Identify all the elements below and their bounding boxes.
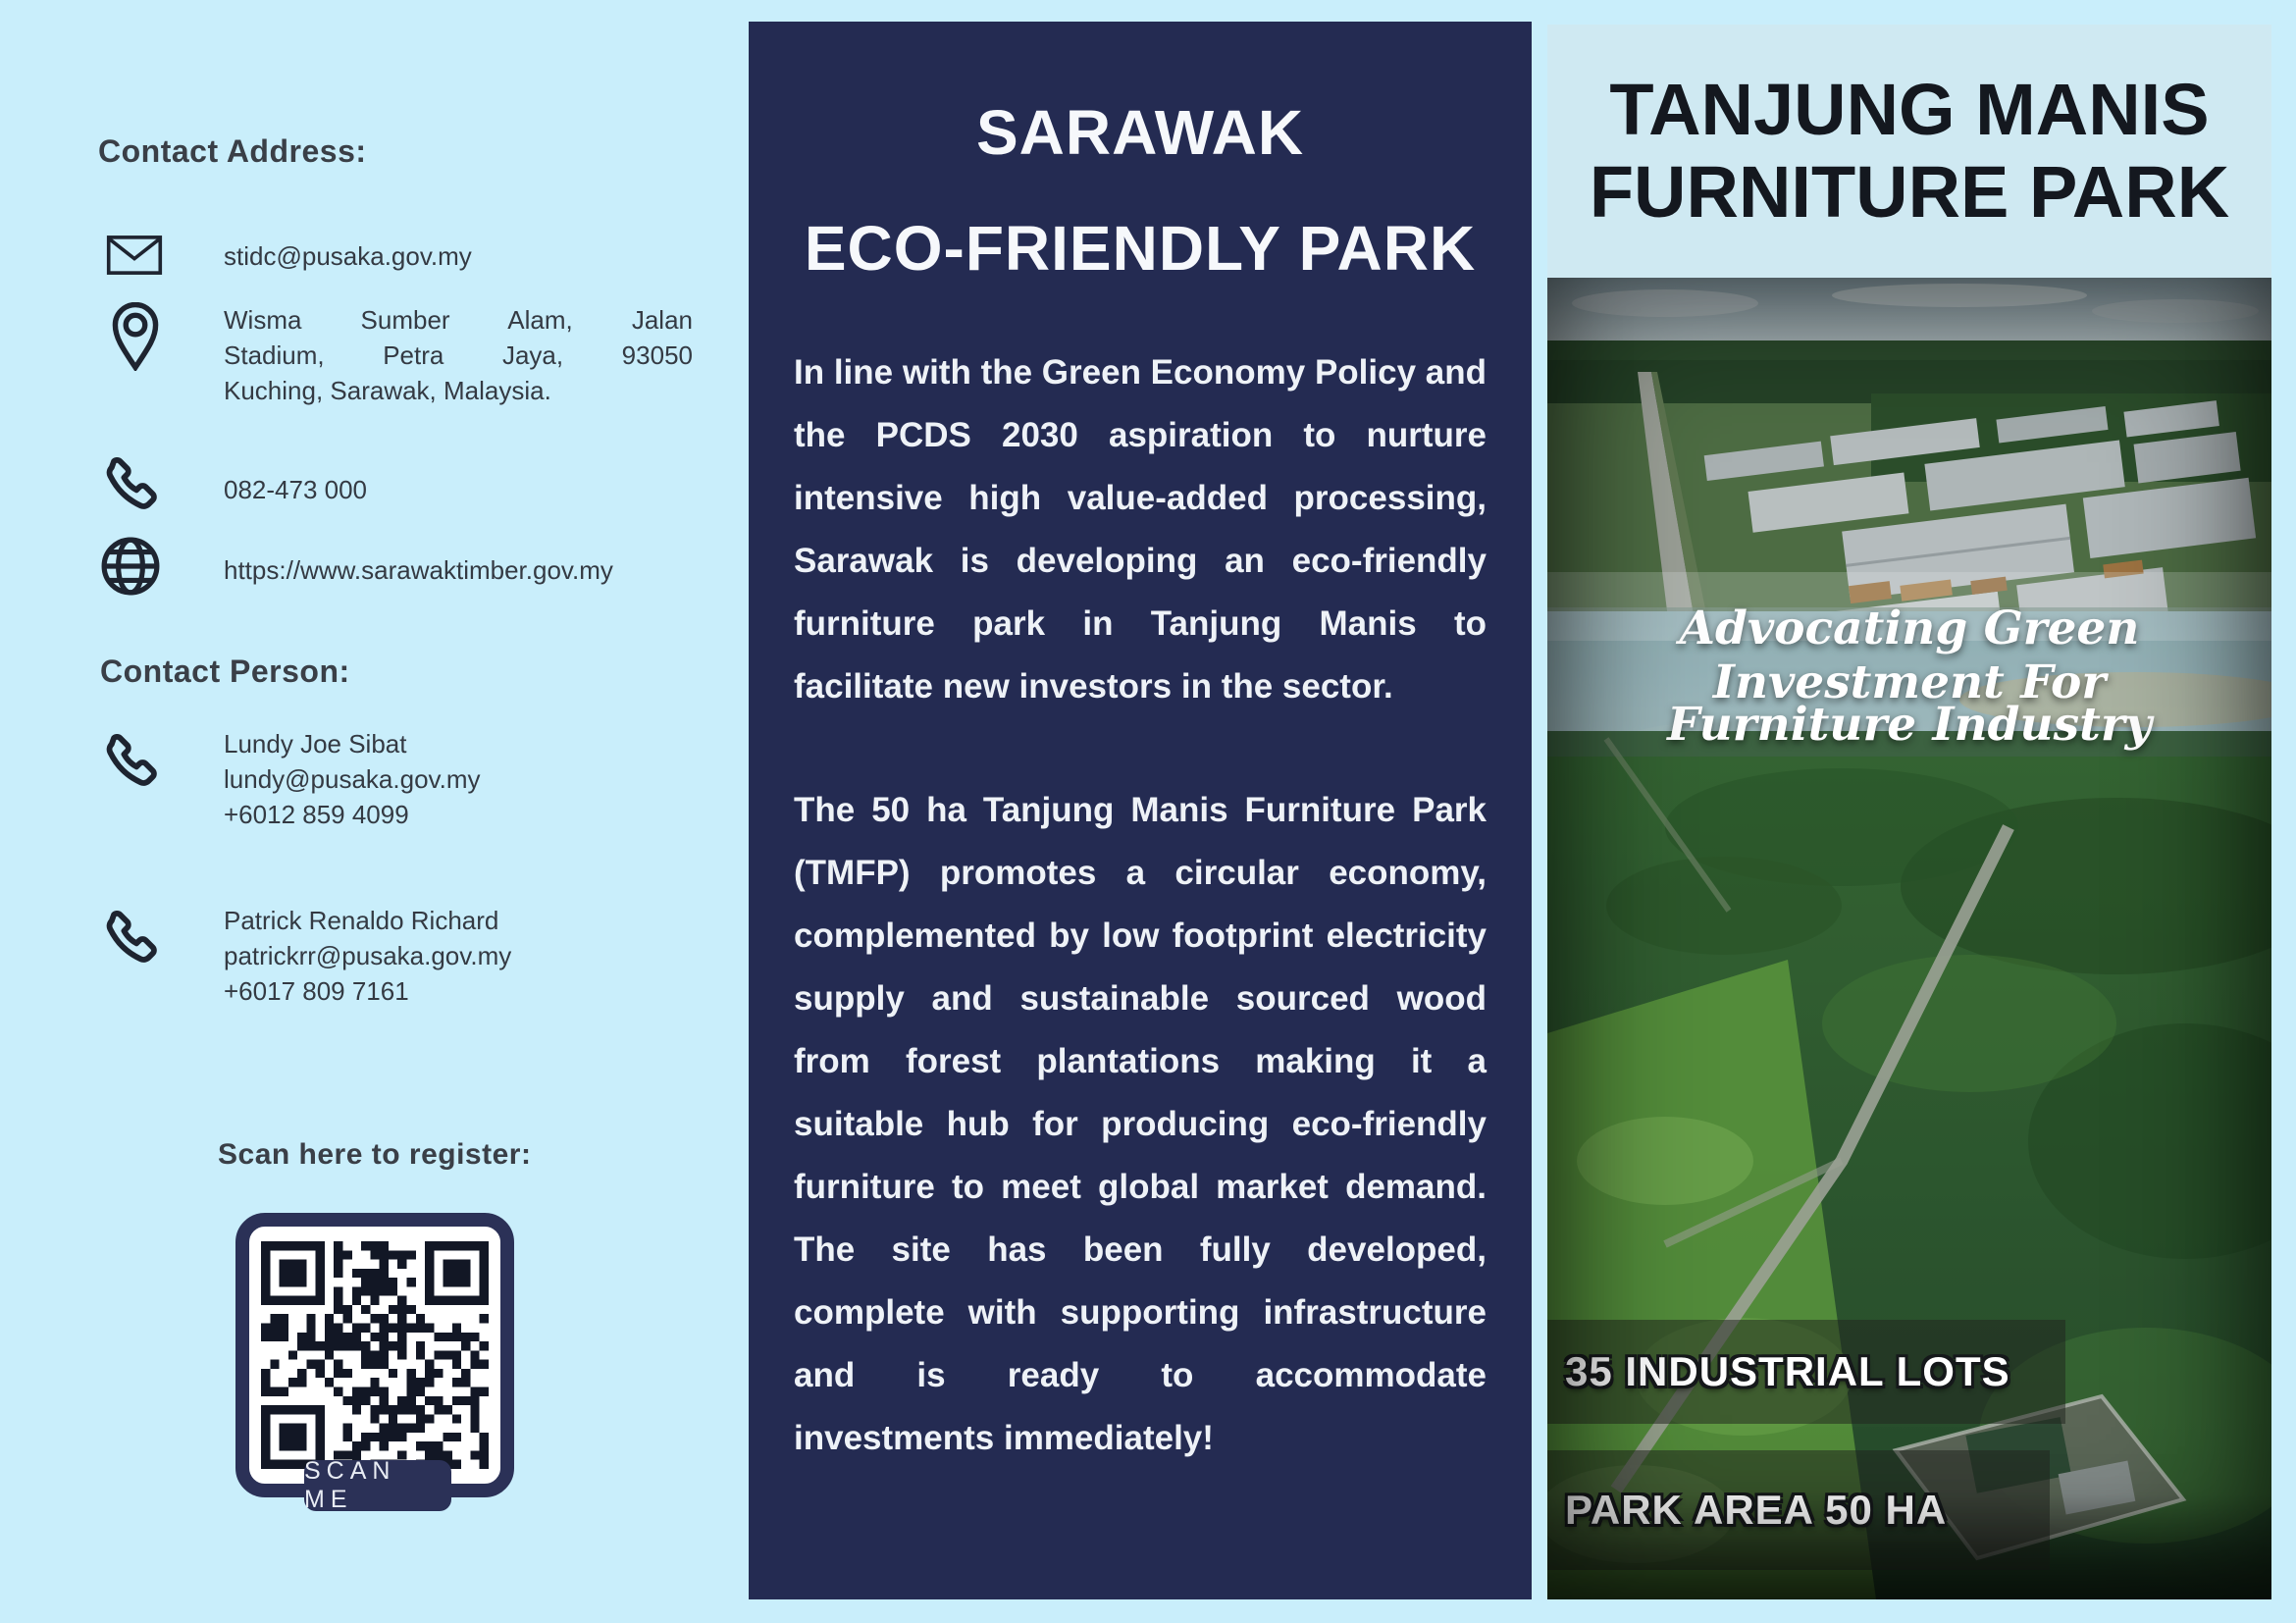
location-pin-icon — [110, 302, 161, 371]
park-title — [1590, 69, 2229, 234]
photo-caption-line-1: Advocating Green Investment For — [1679, 602, 2140, 709]
contact-address-heading: Contact Address: — [98, 133, 367, 169]
scan-heading: Scan here to register: — [218, 1138, 532, 1171]
contact-person-2 — [224, 903, 511, 1009]
contact-email: patrickrr@pusaka.gov.my — [224, 941, 512, 970]
contact-phone: +6012 859 4099 — [224, 800, 409, 829]
title-line-1: SARAWAK — [975, 97, 1305, 168]
contact-phone: +6017 809 7161 — [224, 976, 409, 1006]
contact-person-1 — [224, 726, 481, 832]
park-area-label: PARK AREA 50 HA — [1565, 1487, 1948, 1533]
scan-me-label: SCAN ME — [304, 1457, 396, 1513]
park-title-line-1: TANJUNG MANIS — [1609, 69, 2210, 150]
photo-caption-line-2: Furniture Industry — [1667, 698, 2152, 752]
aerial-photo — [1547, 278, 2271, 1599]
right-panel-title-box — [1547, 25, 2271, 278]
phone-icon — [104, 911, 159, 966]
phone-icon — [104, 734, 159, 789]
title-line-2: ECO-FRIENDLY PARK — [804, 213, 1477, 284]
contact-person-heading: Contact Person: — [100, 654, 350, 689]
qr-code — [235, 1213, 514, 1497]
globe-icon — [100, 536, 161, 597]
phone-value: 082-473 000 — [224, 475, 368, 504]
contact-name: Patrick Renaldo Richard — [224, 906, 499, 935]
industrial-lots-band — [1547, 1320, 2065, 1424]
industrial-lots-label: 35 INDUSTRIAL LOTS — [1565, 1348, 2010, 1394]
address-line: Wisma Sumber Alam, Jalan — [224, 305, 693, 335]
address-block — [224, 302, 693, 408]
address-line: Stadium, Petra Jaya, 93050 — [224, 340, 693, 370]
email-value: stidc@pusaka.gov.my — [224, 241, 472, 271]
middle-panel — [749, 22, 1532, 1599]
contact-name: Lundy Joe Sibat — [224, 729, 407, 759]
website-value: https://www.sarawaktimber.gov.my — [224, 555, 613, 585]
phone-icon — [104, 457, 159, 512]
middle-panel-title — [749, 75, 1532, 306]
intro-paragraph: In line with the Green Economy Policy and the PCDS 2030 aspiration to nurture intensive high value-added processing, Sarawak is developing an eco-friendly furniture park in Tanjung Manis to facilitate new investors in the sector. — [794, 353, 1487, 706]
park-area-band — [1547, 1450, 2050, 1570]
scan-me-badge — [304, 1457, 451, 1513]
park-title-line-2: FURNITURE PARK — [1589, 151, 2230, 233]
qr-modules — [261, 1238, 489, 1472]
email-icon — [106, 234, 163, 277]
detail-paragraph: The 50 ha Tanjung Manis Furniture Park (TMFP) promotes a circular economy, complemented by low footprint electricity supply and sustainable sourced wood from forest plantations making it a suitable hub for producing eco-friendly furniture to meet global market demand. The site has been fully developed, complete with supporting infrastructure and is ready to accommodate investments immediately! — [794, 791, 1487, 1457]
contact-email: lundy@pusaka.gov.my — [224, 764, 481, 794]
address-line: Kuching, Sarawak, Malaysia. — [224, 376, 551, 405]
